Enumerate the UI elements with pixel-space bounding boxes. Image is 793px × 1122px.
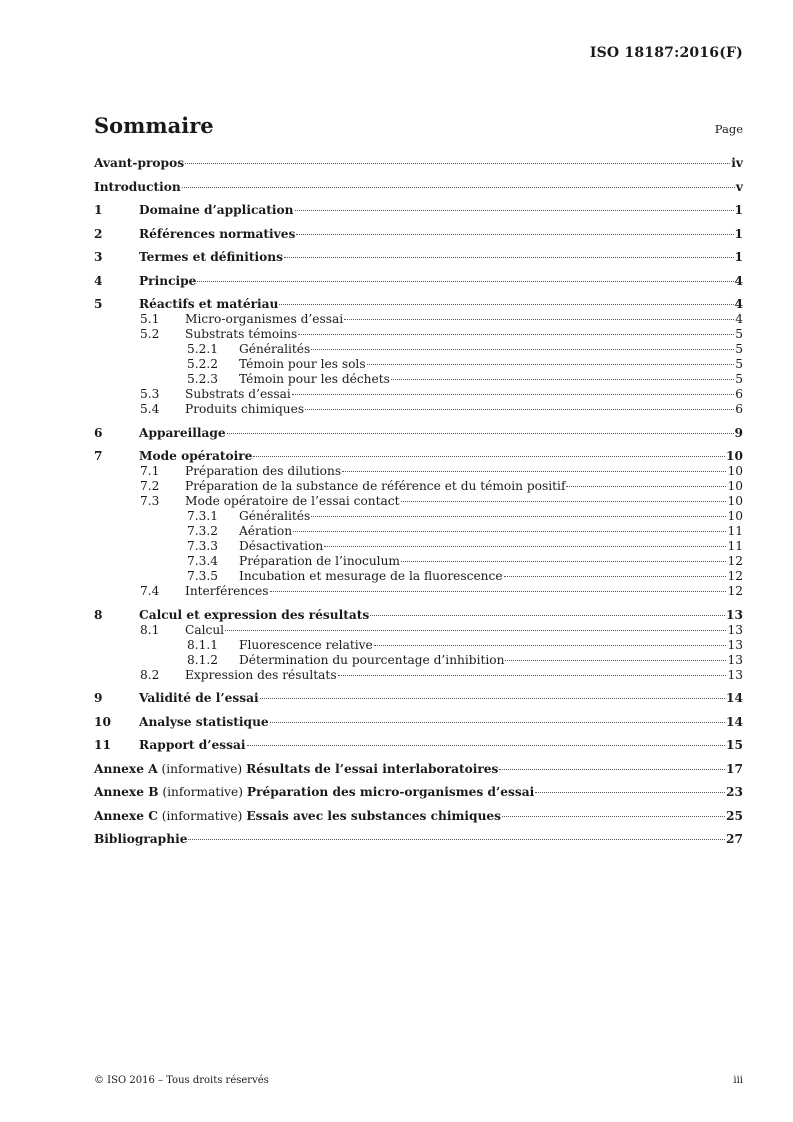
toc-entry-number: 8.1 bbox=[140, 622, 160, 637]
page-footer bbox=[94, 1075, 743, 1086]
toc-entry-title bbox=[94, 762, 498, 777]
toc-entry[interactable] bbox=[94, 156, 743, 171]
toc-entry-page: 13 bbox=[726, 607, 743, 622]
toc-entry[interactable] bbox=[94, 274, 743, 289]
dot-leader bbox=[295, 210, 734, 211]
toc-entry[interactable] bbox=[94, 426, 743, 441]
dot-leader bbox=[305, 409, 734, 410]
toc-entry-page: 10 bbox=[726, 449, 743, 463]
toc-entry-page: 11 bbox=[727, 539, 743, 553]
toc-entry-title: Rapport d’essai bbox=[139, 738, 246, 752]
document-code: ISO 18187:2016(F) bbox=[589, 45, 743, 61]
toc-entry[interactable] bbox=[94, 250, 743, 265]
toc-entry[interactable] bbox=[94, 738, 743, 753]
toc-entry-title: Substrats témoins bbox=[185, 327, 298, 341]
toc-entry-title: Témoin pour les déchets bbox=[239, 372, 390, 386]
toc-entry[interactable] bbox=[94, 785, 743, 800]
toc-entry-number: 8.1.2 bbox=[187, 652, 219, 667]
toc-entry-number: 11 bbox=[94, 738, 111, 752]
annex-label: Annexe A bbox=[94, 761, 158, 776]
dot-leader bbox=[566, 486, 726, 487]
toc-entry-title bbox=[94, 785, 534, 800]
toc-entry[interactable] bbox=[94, 372, 743, 387]
toc-entry-number: 1 bbox=[94, 203, 103, 217]
toc-entry[interactable] bbox=[94, 227, 743, 242]
toc-entry-title bbox=[94, 809, 501, 824]
toc-entry-page: 5 bbox=[735, 327, 743, 341]
toc-entry[interactable] bbox=[94, 509, 743, 524]
annex-type: (informative) bbox=[157, 761, 247, 776]
toc-entry-number: 7.2 bbox=[140, 479, 160, 493]
toc-entry-number: 7.3.4 bbox=[187, 554, 219, 568]
toc-entry-page: 10 bbox=[727, 509, 743, 523]
toc-entry[interactable] bbox=[94, 342, 743, 357]
toc-entry[interactable] bbox=[94, 387, 743, 402]
toc-entry-title: Témoin pour les sols bbox=[239, 357, 366, 371]
toc-entry[interactable] bbox=[94, 494, 743, 509]
dot-leader bbox=[298, 334, 734, 335]
toc-entry-page: 4 bbox=[734, 273, 743, 288]
toc-entry-title: Validité de l’essai bbox=[139, 691, 259, 705]
toc-entry-title: Calcul et expression des résultats bbox=[139, 607, 370, 622]
copyright-notice: © ISO 2016 – Tous droits réservés bbox=[94, 1075, 269, 1086]
toc-entry-number: 6 bbox=[94, 425, 103, 440]
toc-entry[interactable] bbox=[94, 554, 743, 569]
page-column-label: Page bbox=[714, 122, 743, 136]
dot-leader bbox=[182, 187, 735, 188]
toc-entry[interactable] bbox=[94, 608, 743, 623]
toc-entry-title: Réactifs et matériau bbox=[139, 297, 279, 311]
toc-entry-title: Appareillage bbox=[139, 425, 226, 440]
toc-entry-page: 1 bbox=[734, 203, 743, 217]
dot-leader bbox=[260, 698, 725, 699]
toc-entry-page: 25 bbox=[726, 808, 743, 823]
dot-leader bbox=[227, 433, 734, 434]
toc-entry[interactable] bbox=[94, 809, 743, 824]
toc-entry-page: 12 bbox=[727, 554, 743, 568]
dot-leader bbox=[293, 531, 726, 532]
dot-leader bbox=[367, 364, 735, 365]
toc-entry-page: 4 bbox=[734, 297, 743, 311]
toc-entry-number: 9 bbox=[94, 691, 103, 705]
toc-entry-page: 11 bbox=[727, 524, 743, 538]
toc-entry-title: Domaine d’application bbox=[139, 203, 294, 217]
toc-entry-page: 10 bbox=[727, 494, 743, 508]
toc-entry-title: Fluorescence relative bbox=[239, 637, 373, 652]
toc-entry-number: 5.1 bbox=[140, 312, 160, 326]
toc-entry-page: 6 bbox=[735, 402, 743, 416]
dot-leader bbox=[344, 319, 734, 320]
toc-entry[interactable] bbox=[94, 691, 743, 706]
toc-entry-title: Généralités bbox=[239, 509, 311, 523]
toc-entry-title: Introduction bbox=[94, 179, 181, 194]
toc-entry-number: 7 bbox=[94, 449, 103, 463]
toc-entry-number: 7.3.2 bbox=[187, 524, 219, 538]
toc-entry-number: 3 bbox=[94, 250, 103, 264]
toc-entry[interactable] bbox=[94, 297, 743, 312]
toc-entry-page: 5 bbox=[735, 342, 743, 356]
annex-type: (informative) bbox=[158, 785, 247, 799]
toc-entry-number: 5.4 bbox=[140, 402, 160, 416]
toc-entry-title: Détermination du pourcentage d’inhibition bbox=[239, 652, 505, 667]
toc-entry-page: 12 bbox=[727, 569, 743, 583]
toc-entry-number: 5.2.1 bbox=[187, 342, 219, 356]
toc-entry-page: 23 bbox=[726, 785, 743, 799]
dot-leader bbox=[342, 471, 726, 472]
dot-leader bbox=[535, 792, 725, 793]
table-of-contents bbox=[94, 156, 743, 847]
toc-entry-number: 5.2.3 bbox=[187, 372, 219, 386]
toc-entry-number: 5 bbox=[94, 297, 103, 311]
toc-entry-page: 9 bbox=[734, 425, 743, 440]
dot-leader bbox=[188, 839, 725, 840]
dot-leader bbox=[197, 281, 733, 282]
dot-leader bbox=[247, 745, 725, 746]
toc-entry-page: 17 bbox=[726, 761, 743, 776]
toc-entry[interactable] bbox=[94, 464, 743, 479]
dot-leader bbox=[284, 257, 734, 258]
toc-entry[interactable] bbox=[94, 449, 743, 464]
toc-entry-page: 14 bbox=[726, 691, 743, 705]
toc-entry-page: 12 bbox=[727, 584, 743, 598]
toc-entry-title: Interférences bbox=[185, 584, 269, 598]
toc-entry[interactable] bbox=[94, 623, 743, 638]
toc-entry-title: Calcul bbox=[185, 622, 225, 637]
toc-entry-page: 10 bbox=[727, 464, 743, 478]
dot-leader bbox=[292, 394, 734, 395]
toc-entry[interactable] bbox=[94, 762, 743, 777]
toc-entry-number: 7.3 bbox=[140, 494, 160, 508]
toc-entry-title: Mode opératoire de l’essai contact bbox=[185, 494, 400, 508]
toc-entry[interactable] bbox=[94, 479, 743, 494]
toc-entry[interactable] bbox=[94, 357, 743, 372]
toc-entry-title: Généralités bbox=[239, 342, 311, 356]
dot-leader bbox=[253, 456, 725, 457]
toc-entry-number: 8.2 bbox=[140, 667, 160, 682]
toc-entry[interactable] bbox=[94, 180, 743, 195]
dot-leader bbox=[270, 591, 727, 592]
toc-entry-title: Micro-organismes d’essai bbox=[185, 312, 344, 326]
toc-entry-page: 6 bbox=[735, 387, 743, 401]
annex-title: Résultats de l’essai interlaboratoires bbox=[246, 761, 499, 776]
toc-entry[interactable] bbox=[94, 312, 743, 327]
toc-entry-number: 10 bbox=[94, 714, 111, 729]
toc-entry-title: Préparation de l’inoculum bbox=[239, 554, 400, 568]
toc-entry-title: Produits chimiques bbox=[185, 402, 305, 416]
dot-leader bbox=[505, 660, 726, 661]
toc-entry-number: 8.1.1 bbox=[187, 637, 219, 652]
toc-entry[interactable] bbox=[94, 715, 743, 730]
toc-entry-page: 10 bbox=[727, 479, 743, 493]
toc-entry[interactable] bbox=[94, 327, 743, 342]
toc-entry-title: Bibliographie bbox=[94, 832, 188, 846]
toc-entry-page: 13 bbox=[727, 652, 743, 667]
toc-entry-title: Mode opératoire bbox=[139, 449, 253, 463]
dot-leader bbox=[311, 349, 734, 350]
toc-entry[interactable] bbox=[94, 203, 743, 218]
toc-entry[interactable] bbox=[94, 402, 743, 417]
dot-leader bbox=[499, 769, 725, 770]
toc-entry-number: 7.3.5 bbox=[187, 569, 219, 583]
title-row bbox=[94, 113, 743, 138]
dot-leader bbox=[185, 163, 730, 164]
toc-entry[interactable] bbox=[94, 653, 743, 668]
dot-leader bbox=[370, 615, 725, 616]
toc-entry-title: Références normatives bbox=[139, 226, 296, 241]
dot-leader bbox=[270, 722, 725, 723]
toc-entry-number: 5.2 bbox=[140, 327, 160, 341]
toc-entry-number: 5.2.2 bbox=[187, 357, 219, 371]
annex-label: Annexe B bbox=[94, 785, 159, 799]
toc-entry-title: Substrats d’essai bbox=[185, 387, 291, 401]
toc-entry-number: 7.4 bbox=[140, 584, 160, 598]
toc-entry-page: 4 bbox=[735, 312, 743, 326]
toc-entry[interactable] bbox=[94, 832, 743, 847]
dot-leader bbox=[401, 561, 727, 562]
toc-entry-page: 13 bbox=[727, 622, 743, 637]
dot-leader bbox=[391, 379, 734, 380]
toc-entry-page: 5 bbox=[735, 372, 743, 386]
annex-label: Annexe C bbox=[94, 808, 158, 823]
dot-leader bbox=[401, 501, 727, 502]
toc-entry[interactable] bbox=[94, 638, 743, 653]
dot-leader bbox=[502, 816, 725, 817]
toc-entry-title: Préparation de la substance de référence et du témoin positif bbox=[185, 479, 566, 493]
toc-entry-title: Incubation et mesurage de la fluorescence bbox=[239, 569, 503, 583]
toc-entry-page: 5 bbox=[735, 357, 743, 371]
toc-entry-page: v bbox=[735, 179, 743, 194]
toc-entry-number: 7.3.3 bbox=[187, 539, 219, 553]
toc-entry-title: Expression des résultats bbox=[185, 667, 337, 682]
toc-entry-number: 8 bbox=[94, 607, 103, 622]
annex-title: Préparation des micro-organismes d’essai bbox=[246, 785, 535, 799]
dot-leader bbox=[279, 304, 733, 305]
page-title: Sommaire bbox=[94, 113, 214, 138]
toc-entry-title: Avant-propos bbox=[94, 156, 185, 170]
dot-leader bbox=[504, 576, 727, 577]
dot-leader bbox=[296, 234, 733, 235]
toc-entry[interactable] bbox=[94, 569, 743, 584]
toc-entry-page: 27 bbox=[726, 832, 743, 846]
dot-leader bbox=[338, 675, 727, 676]
toc-entry[interactable] bbox=[94, 539, 743, 554]
toc-entry-number: 2 bbox=[94, 226, 103, 241]
toc-entry-page: iv bbox=[731, 156, 743, 170]
toc-entry-title: Principe bbox=[139, 273, 197, 288]
toc-entry-page: 1 bbox=[734, 226, 743, 241]
page-number: iii bbox=[733, 1075, 743, 1086]
toc-entry-page: 14 bbox=[726, 714, 743, 729]
toc-entry-title: Aération bbox=[239, 524, 293, 538]
toc-entry-page: 13 bbox=[727, 667, 743, 682]
annex-title: Essais avec les substances chimiques bbox=[246, 808, 502, 823]
dot-leader bbox=[225, 630, 726, 631]
toc-entry[interactable] bbox=[94, 584, 743, 599]
toc-entry-page: 1 bbox=[734, 250, 743, 264]
dot-leader bbox=[324, 546, 726, 547]
annex-type: (informative) bbox=[157, 808, 247, 823]
toc-entry-number: 4 bbox=[94, 273, 103, 288]
toc-entry-number: 7.3.1 bbox=[187, 509, 219, 523]
toc-entry[interactable] bbox=[94, 668, 743, 683]
toc-entry-title: Analyse statistique bbox=[139, 714, 269, 729]
toc-entry-title: Préparation des dilutions bbox=[185, 464, 342, 478]
toc-entry-number: 5.3 bbox=[140, 387, 160, 401]
toc-entry-page: 15 bbox=[726, 738, 743, 752]
toc-entry-title: Désactivation bbox=[239, 539, 324, 553]
dot-leader bbox=[374, 645, 727, 646]
dot-leader bbox=[311, 516, 726, 517]
toc-entry-page: 13 bbox=[727, 637, 743, 652]
toc-entry[interactable] bbox=[94, 524, 743, 539]
toc-entry-number: 7.1 bbox=[140, 464, 160, 478]
toc-entry-title: Termes et définitions bbox=[139, 250, 283, 264]
